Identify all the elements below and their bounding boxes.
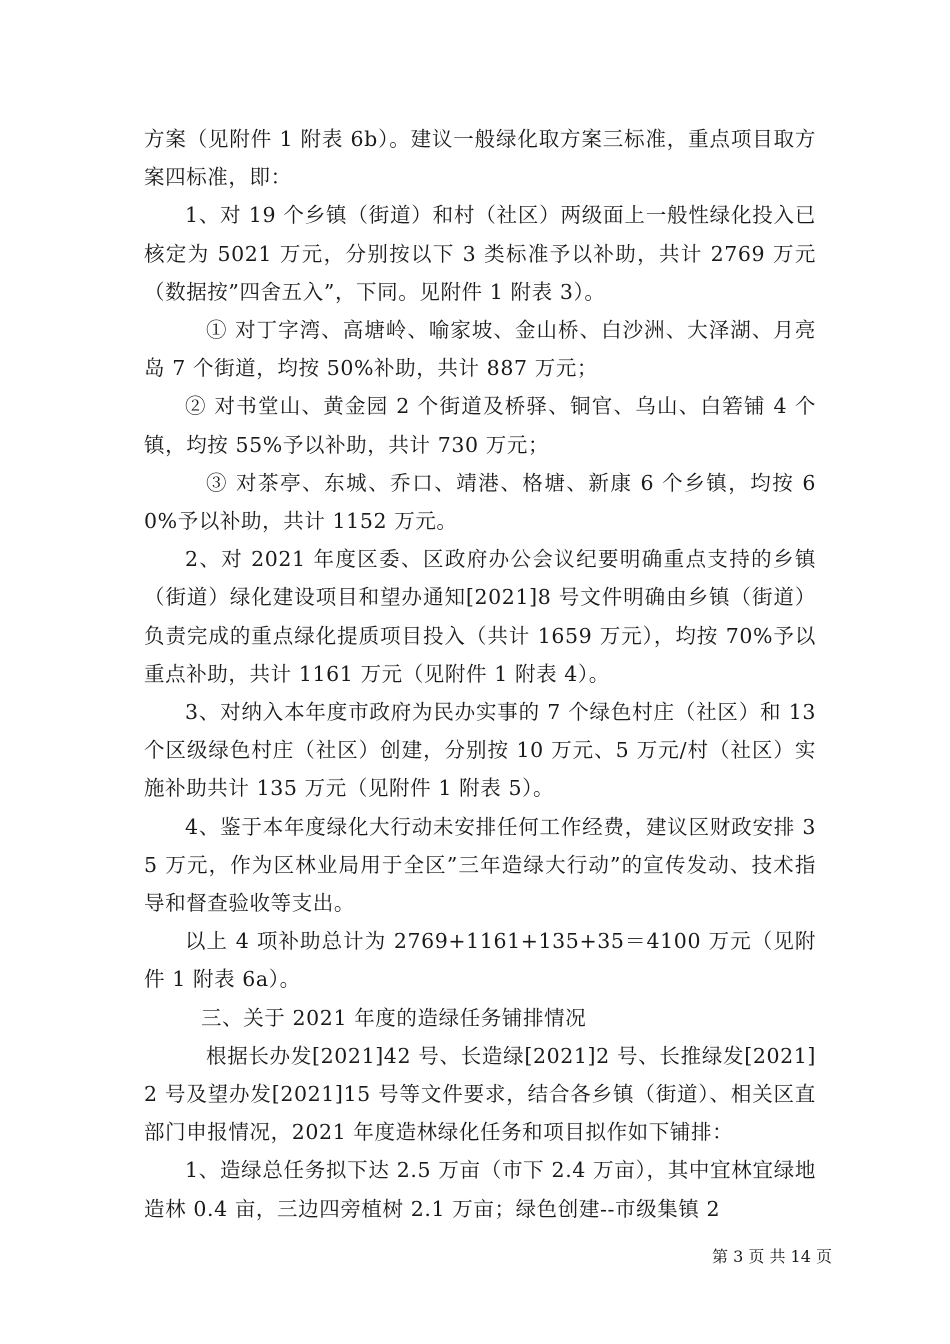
paragraph-item-4: 4、鉴于本年度绿化大行动未安排任何工作经费，建议区财政安排 35 万元，作为区林业局用于全区”三年造绿大行动”的宣传发动、技术指导和督查验收等支出。	[144, 814, 816, 916]
paragraph-subitem-2: ② 对书堂山、黄金园 2 个街道及桥驿、铜官、乌山、白箬铺 4 个镇，均按 55%予以补助，共计 730 万元；	[144, 394, 816, 457]
paragraph-basis: 根据长办发[2021]42 号、长造绿[2021]2 号、长推绿发[2021]2 号及望办发[2021]15 号等文件要求，结合各乡镇（街道）、相关区直部门申报情况，2021 年度造林绿化任务和项目拟作如下铺排：	[144, 1043, 816, 1145]
paragraph-total: 以上 4 项补助总计为 2769+1161+135+35＝4100 万元（见附件 1 附表 6a）。	[144, 929, 816, 992]
paragraph-item-2: 2、对 2021 年度区委、区政府办公会议纪要明确重点支持的乡镇（街道）绿化建设项目和望办通知[2021]8 号文件明确由乡镇（街道）负责完成的重点绿化提质项目投入（共计 1659 万元），均按 70%予以重点补助，共计 1161 万元（见附件 1 附表 4）。	[144, 547, 816, 686]
paragraph-continuation: 方案（见附件 1 附表 6b）。建议一般绿化取方案三标准，重点项目取方案四标准，即：	[144, 127, 816, 190]
paragraph-item-3: 3、对纳入本年度市政府为民办实事的 7 个绿色村庄（社区）和 13 个区级绿色村庄（社区）创建，分别按 10 万元、5 万元/村（社区）实施补助共计 135 万元（见附件 1 附表 5）。	[144, 700, 816, 801]
paragraph-subitem-1: ① 对丁字湾、高塘岭、喻家坡、金山桥、白沙洲、大泽湖、月亮岛 7 个街道，均按 50%补助，共计 887 万元；	[144, 318, 816, 381]
paragraph-task-1: 1、造绿总任务拟下达 2.5 万亩（市下 2.4 万亩），其中宜林宜绿地造林 0.4 亩，三边四旁植树 2.1 万亩；绿色创建--市级集镇 2	[144, 1158, 816, 1221]
section-heading: 三、关于 2021 年度的造绿任务铺排情况	[201, 1005, 587, 1030]
paragraph-subitem-3: ③ 对茶亭、东城、乔口、靖港、格塘、新康 6 个乡镇，均按 60%予以补助，共计 1152 万元。	[144, 470, 816, 534]
document-body	[144, 120, 816, 1228]
paragraph-item-1: 1、对 19 个乡镇（街道）和村（社区）两级面上一般性绿化投入已核定为 5021 万元，分别按以下 3 类标准予以补助，共计 2769 万元（数据按”四舍五入”，下同。见附件 1 附表 3）。	[144, 203, 816, 304]
page-number-footer: 第 3 页 共 14 页	[712, 1247, 832, 1266]
